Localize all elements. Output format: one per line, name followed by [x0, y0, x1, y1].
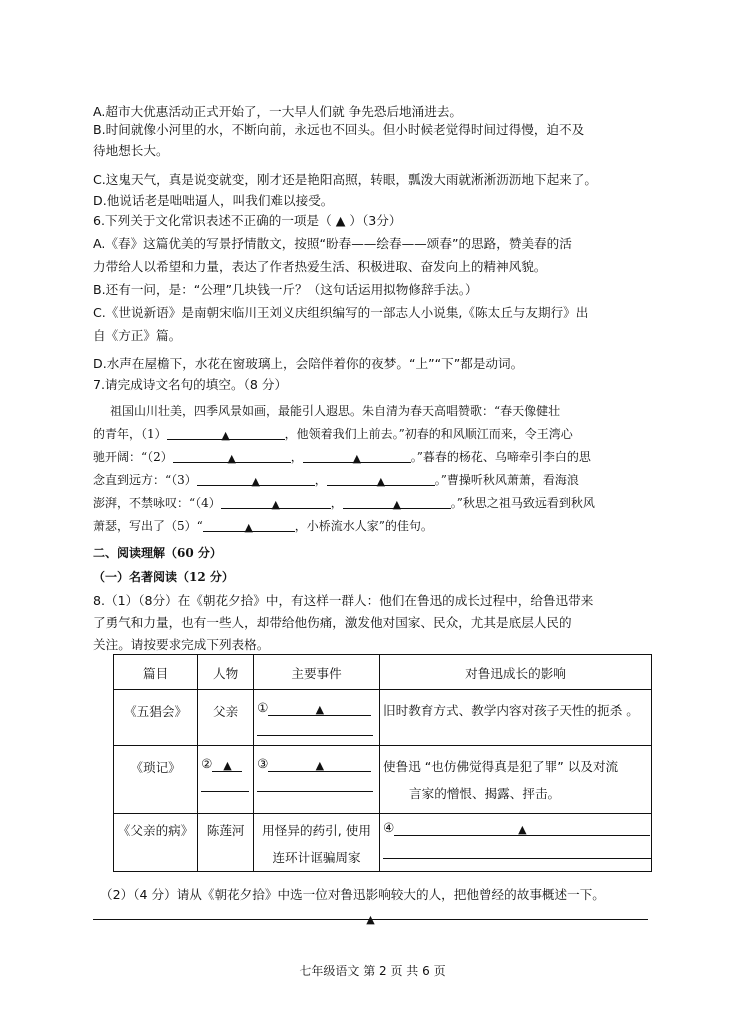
q7-stem: 7.请完成诗文名句的填空。（8 分） — [93, 377, 288, 392]
q8-para-line1: 8.（1）（8分）在《朝花夕拾》中，有这样一群人：他们在鲁迅的成长过程中，给鲁迅带来 — [93, 593, 594, 608]
row2-impact: 使鲁迅 “也仿佛觉得真是犯了罪” 以及对流 言家的憎恨、揭露、抨击。 — [380, 746, 652, 814]
q7-passage-line6: 萧瑟，写出了（5）“ ▲ ，小桥流水人家”的佳句。 — [93, 519, 433, 534]
answer-blank-4b[interactable] — [383, 842, 651, 859]
marker-icon: ▲ — [223, 759, 232, 772]
q5-option-b-line2: 待地想长大。 — [93, 143, 169, 158]
blank-3a[interactable] — [197, 472, 315, 486]
marker-icon: ▲ — [251, 475, 261, 488]
section-heading: 二、阅读理解（60 分） — [93, 546, 222, 560]
row2-person: ② ▲ — [198, 746, 254, 814]
q6-option-a-line2: 力带给人以希望和力量，表达了作者热爱生活、积极进取、奋发向上的精神风貌。 — [93, 259, 547, 274]
row3-person: 陈莲河 — [198, 814, 254, 872]
q5-option-a: A.超市大优惠活动正式开始了，一大早人们就 争先恐后地涌进去。 — [93, 104, 463, 119]
table-header-row — [114, 655, 652, 690]
q6-option-c-line2: 自《方正》篇。 — [93, 328, 182, 343]
answer-blank-2b[interactable] — [201, 775, 249, 792]
q6-option-b: B.还有一问，是：“公理”几块钱一斤？（这句话运用拟物修辞手法。） — [93, 282, 478, 297]
table-row — [114, 746, 652, 814]
header-title: 篇目 — [114, 655, 198, 690]
answer-blank-2[interactable] — [212, 756, 242, 772]
answer-blank-4[interactable] — [394, 820, 650, 836]
page-footer: 七年级语文 第 2 页 共 6 页 — [299, 964, 446, 978]
q8-para-line3: 关注。请按要求完成下列表格。 — [93, 637, 270, 652]
q8-part2: （2）（4 分）请从《朝花夕拾》中选一位对鲁迅影响较大的人，把他曾经的故事概述一下。 — [100, 887, 605, 902]
marker-icon: ▲ — [352, 452, 362, 465]
row3-title: 《父亲的病》 — [114, 814, 198, 872]
row1-impact: 旧时教育方式、教学内容对孩子天性的扼杀 。 — [380, 690, 652, 746]
answer-blank-1b[interactable] — [257, 719, 373, 736]
q7-passage-line3: 驰开阔：“（2） ▲ ， ▲ 。”暮春的杨花、乌啼牵引李白的思 — [93, 450, 591, 465]
row1-title: 《五猖会》 — [114, 690, 198, 746]
blank-2a[interactable] — [173, 449, 291, 463]
marker-icon: ▲ — [227, 452, 237, 465]
blank-5[interactable] — [203, 518, 295, 532]
blank-2b[interactable] — [303, 449, 411, 463]
row2-event: ③ ▲ — [254, 746, 380, 814]
q6-option-c-line1: C.《世说新语》是南朝宋临川王刘义庆组织编写的一部志人小说集,《陈太丘与友期行》出 — [93, 305, 589, 320]
character-table — [113, 654, 652, 872]
marker-icon: ▲ — [315, 759, 325, 772]
marker-icon: ▲ — [271, 498, 281, 511]
q6-option-d: D.水声在屋檐下，水花在窗玻璃上，会陪伴着你的夜梦。“上”“下”都是动词。 — [93, 356, 524, 371]
marker-icon: ▲ — [366, 913, 375, 926]
header-person: 人物 — [198, 655, 254, 690]
row2-title: 《琐记》 — [114, 746, 198, 814]
q7-passage-line2: 的青年，（1） ▲ ，他领着我们上前去。”初春的和风顺江而来，令王湾心 — [93, 427, 573, 442]
marker-icon: ▲ — [244, 521, 254, 534]
q7-passage-line5: 澎湃，不禁咏叹：“（4） ▲ ， ▲ 。”秋思之祖马致远看到秋风 — [93, 496, 595, 511]
marker-icon: ▲ — [315, 703, 325, 716]
marker-icon: ▲ — [392, 498, 402, 511]
blank-1[interactable] — [167, 426, 285, 440]
answer-blank-3[interactable] — [268, 756, 371, 772]
q7-passage-line4: 念直到远方：“（3） ▲ ， ▲ 。”曹操听秋风萧萧，看海浪 — [93, 473, 579, 488]
header-impact: 对鲁迅成长的影响 — [380, 655, 652, 690]
q6-stem: 6.下列关于文化常识表述不正确的一项是（ ▲ ）（3分） — [93, 213, 402, 228]
answer-line-q8-2[interactable] — [93, 907, 648, 926]
q5-option-b-line1: B.时间就像小河里的水，不断向前，永远也不回头。但小时候老觉得时间过得慢，迫不及 — [93, 122, 585, 137]
row3-impact: ④ ▲ — [380, 814, 652, 872]
answer-blank-1[interactable] — [268, 700, 371, 716]
blank-4a[interactable] — [221, 495, 331, 509]
row3-event: 用怪异的药引, 使用 连环计诓骗周家 — [254, 814, 380, 872]
blank-3b[interactable] — [327, 472, 435, 486]
marker-icon: ▲ — [376, 475, 386, 488]
q7-passage-line1: 祖国山川壮美，四季风景如画，最能引人遐思。朱自清为春天高唱赞歌：“春天像健壮 — [110, 404, 561, 418]
marker-icon: ▲ — [518, 823, 527, 836]
header-event: 主要事件 — [254, 655, 380, 690]
subsection-heading: （一）名著阅读（12 分） — [93, 570, 234, 584]
q8-para-line2: 了勇气和力量，也有一些人，却带给他伤痛，激发他对国家、民众，尤其是底层人民的 — [93, 615, 572, 630]
marker-icon: ▲ — [221, 429, 230, 442]
row1-event: ① ▲ — [254, 690, 380, 746]
row1-person: 父亲 — [198, 690, 254, 746]
q6-option-a-line1: A.《春》这篇优美的写景抒情散文，按照“盼春——绘春——颂春”的思路，赞美春的活 — [93, 236, 572, 251]
table-row — [114, 690, 652, 746]
answer-blank-3b[interactable] — [257, 775, 373, 792]
q5-option-d: D.他说话老是咄咄逼人，叫我们难以接受。 — [93, 193, 334, 208]
q5-option-c: C.这鬼天气，真是说变就变，刚才还是艳阳高照，转眼，瓢泼大雨就淅淅沥沥地下起来了。 — [93, 172, 597, 187]
blank-4b[interactable] — [343, 495, 451, 509]
table-row — [114, 814, 652, 872]
